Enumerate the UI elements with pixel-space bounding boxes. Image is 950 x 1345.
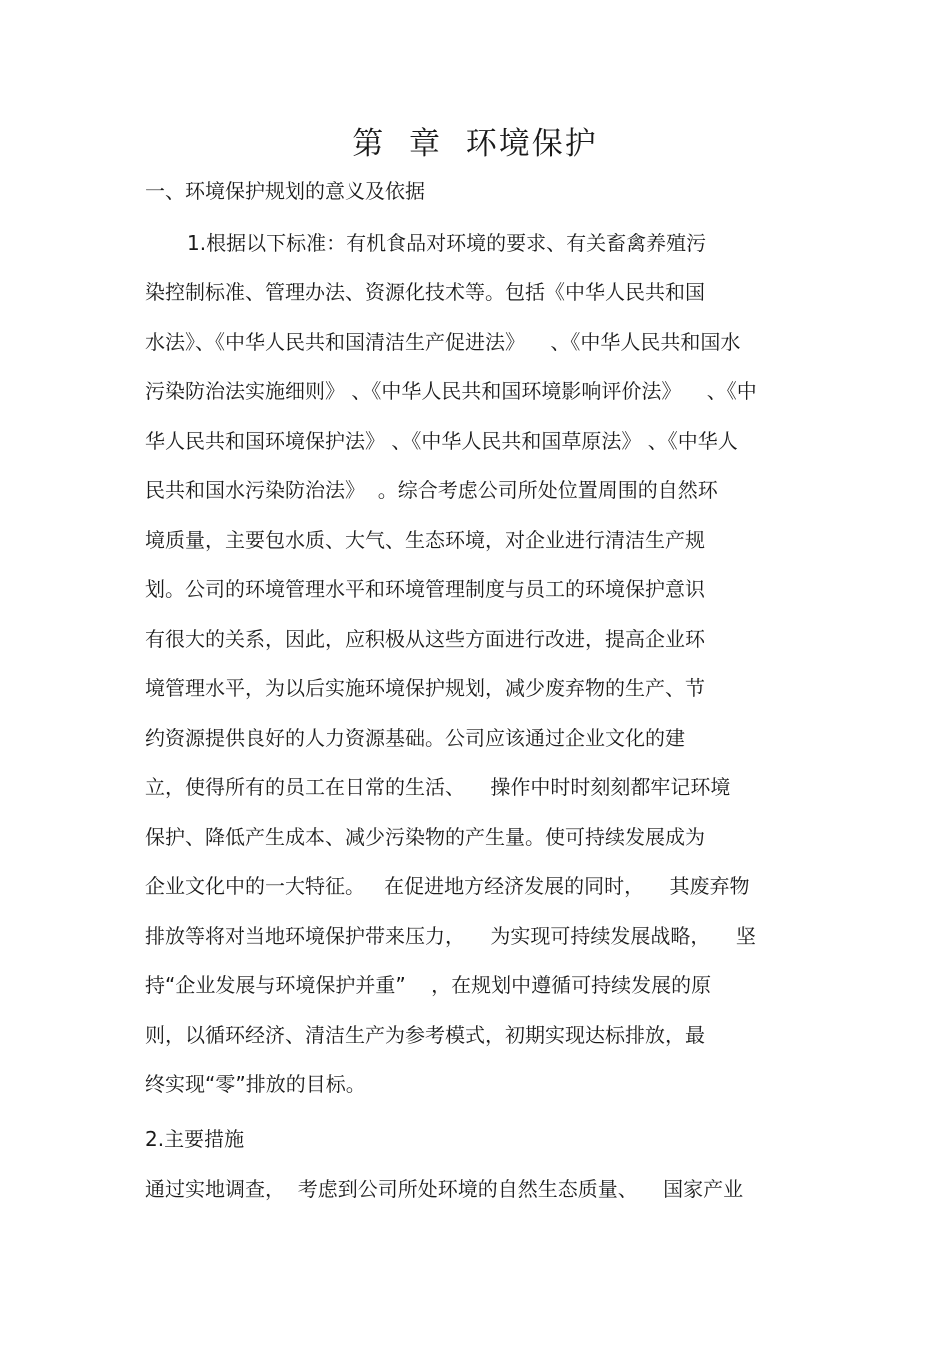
paragraph-line: 持“企业发展与环境保护并重” ，在规划中遵循可持续发展的原 (145, 973, 712, 997)
paragraph-line: 企业文化中的一大特征。 在促进地方经济发展的同时， 其废弃物 (145, 874, 750, 898)
chapter-title: 第 章 环境保护 (352, 126, 598, 162)
paragraph-line: 约资源提供良好的人力资源基础。公司应该通过企业文化的建 (145, 726, 685, 750)
paragraph-line: 排放等将对当地环境保护带来压力， 为实现可持续发展战略， 坚 (145, 924, 756, 948)
paragraph-line: 保护、降低产生成本、减少污染物的产生量。使可持续发展成为 (145, 825, 705, 849)
paragraph-line: 境质量，主要包水质、大气、生态环境，对企业进行清洁生产规 (145, 528, 705, 552)
paragraph-line: 境管理水平，为以后实施环境保护规划，减少废弃物的生产、节 (145, 676, 705, 700)
paragraph-line: 有很大的关系，因此，应积极从这些方面进行改进，提高企业环 (145, 627, 705, 651)
paragraph-line: 染控制标准、管理办法、资源化技术等。包括《中华人民共和国 (145, 280, 705, 304)
subheading-measures: 2.主要措施 (145, 1127, 245, 1151)
paragraph-line: 则，以循环经济、清洁生产为参考模式，初期实现达标排放，最 (145, 1023, 705, 1047)
paragraph-line: 1.根据以下标准：有机食品对环境的要求、有关畜禽养殖污 (187, 231, 707, 255)
section-heading: 一、环境保护规划的意义及依据 (145, 179, 425, 203)
paragraph-line: 通过实地调查， 考虑到公司所处环境的自然生态质量、 国家产业 (145, 1177, 744, 1201)
paragraph-line: 水法》、《中华人民共和国清洁生产促进法》 、《中华人民共和国水 (145, 330, 741, 354)
paragraph-line: 民共和国水污染防治法》 。综合考虑公司所处位置周围的自然环 (145, 478, 718, 502)
paragraph-line: 华人民共和国环境保护法》 、《中华人民共和国草原法》 、《中华人 (145, 429, 738, 453)
paragraph-line: 划。公司的环境管理水平和环境管理制度与员工的环境保护意识 (145, 577, 705, 601)
paragraph-line: 终实现“零”排放的目标。 (145, 1072, 366, 1096)
paragraph-line: 立，使得所有的员工在日常的生活、 操作中时时刻刻都牢记环境 (145, 775, 731, 799)
paragraph-line: 污染防治法实施细则》 、《中华人民共和国环境影响评价法》 、《中 (145, 379, 757, 403)
